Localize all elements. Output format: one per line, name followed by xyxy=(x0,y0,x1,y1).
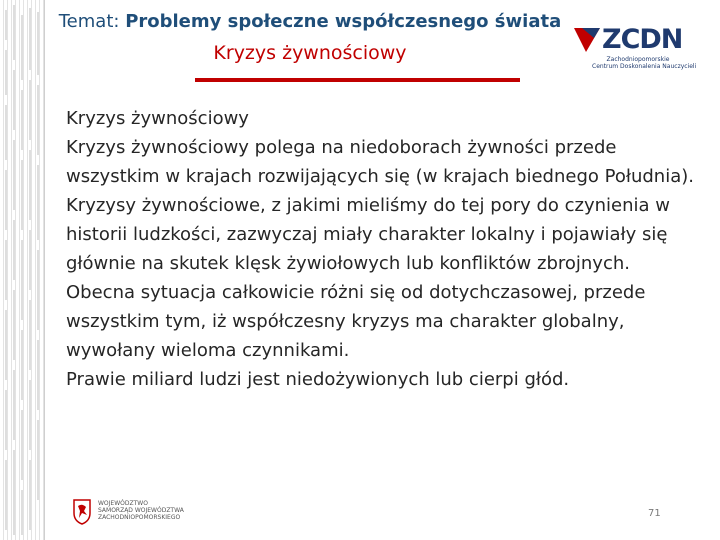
body-paragraph-3: Obecna sytuacja całkowicie różni się od dotychczasowej, przede wszystkim tym, iż współczesny kryzys ma charakter globalny, wywołany wieloma czynnikami. xyxy=(66,282,646,361)
footer-line2: SAMORZĄD WOJEWÓDZTWA xyxy=(98,507,184,514)
topic-prefix: Temat: xyxy=(58,11,120,32)
logo-letters: ZCDN xyxy=(602,24,683,55)
zcdn-mark-icon xyxy=(572,24,602,54)
footer-logo-text xyxy=(98,500,184,521)
slide-header xyxy=(40,10,580,66)
body-paragraph-4: Prawie miliard ludzi jest niedożywionych lub cierpi głód. xyxy=(66,369,570,390)
topic-line xyxy=(40,10,580,34)
logo-sub-line1: Zachodniopomorskie xyxy=(606,56,670,63)
handwriting-texture-icon xyxy=(0,0,44,540)
footer-line1: WOJEWÓDZTWO xyxy=(98,500,148,507)
page-number: 71 xyxy=(648,508,661,519)
body-paragraph-2: Kryzysy żywnościowe, z jakimi mieliśmy do tej pory do czynienia w historii ludzkości, zazwyczaj miały charakter lokalny i pojawiały się głównie na skutek klęsk żywiołowych lub konfliktów zbrojnych. xyxy=(66,195,671,274)
decorative-handwriting-strip xyxy=(0,0,44,540)
title-underline xyxy=(195,78,520,82)
regional-government-logo xyxy=(70,497,200,527)
body-heading: Kryzys żywnościowy xyxy=(66,108,249,129)
slide-body xyxy=(66,104,706,394)
slide-subtitle: Kryzys żywnościowy xyxy=(213,42,407,64)
strip-divider xyxy=(44,0,45,540)
body-paragraph-1: Kryzys żywnościowy polega na niedoborach żywności przede wszystkim w krajach rozwijających się (w krajach biednego Południa). xyxy=(66,137,694,187)
logo-sub-line2: Centrum Doskonalenia Nauczycieli xyxy=(592,63,697,70)
griffin-emblem-icon xyxy=(70,497,94,525)
topic-title: Problemy społeczne współczesnego świata xyxy=(125,11,562,32)
zcdn-logo xyxy=(572,24,697,72)
footer-line3: ZACHODNIOPOMORSKIEGO xyxy=(98,514,181,521)
logo-subtitle xyxy=(592,56,697,70)
